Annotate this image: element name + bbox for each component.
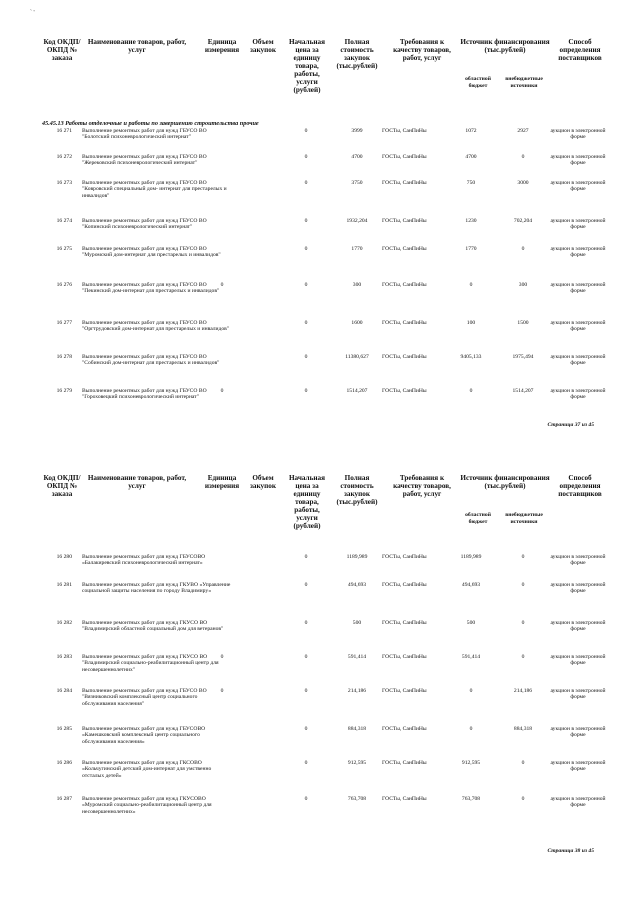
row-extrabudget: 0 xyxy=(521,246,525,252)
row-total: 912,595 xyxy=(347,760,367,766)
row-name: Выполнение ремонтных работ для нужд ГБУСО ВО "Собинский дом-интернат для престарелых и инвалидов" xyxy=(82,354,220,367)
col-volume-header: Объем закупок xyxy=(250,474,276,490)
row-regional: 912,595 xyxy=(461,760,481,766)
row-name: Выполнение ремонтных работ для нужд ГБУСО ВО "Ковровский специальный дом- интернат для престарелых и инвалидов" xyxy=(82,180,227,199)
page-number: Страница 38 из 45 xyxy=(547,848,594,854)
row-code: 16 278 xyxy=(56,354,72,360)
row-method: аукцион в электронной форме xyxy=(550,154,606,167)
row-total: 4700 xyxy=(351,154,363,160)
row-requirements: ГОСТы, СанПиНы xyxy=(382,796,427,802)
row-price: 0 xyxy=(304,654,308,660)
row-code: 16 273 xyxy=(56,180,72,186)
row-regional: 4700 xyxy=(465,154,477,160)
row-extrabudget: 214,186 xyxy=(513,688,533,694)
row-total: 1770 xyxy=(351,246,363,252)
col-name-header: Наименование товаров, работ, услуг xyxy=(87,474,187,490)
row-regional: 494,693 xyxy=(461,582,481,588)
row-requirements: ГОСТы, СанПиНы xyxy=(382,582,427,588)
row-extrabudget: 0 xyxy=(521,154,525,160)
row-method: аукцион в электронной форме xyxy=(550,654,606,667)
row-method: аукцион в электронной форме xyxy=(550,128,606,141)
row-unit: 0 xyxy=(220,282,224,288)
row-total: 494,693 xyxy=(347,582,367,588)
row-extrabudget: 0 xyxy=(521,582,525,588)
row-code: 16 279 xyxy=(56,388,72,394)
row-extrabudget: 884,318 xyxy=(513,726,533,732)
row-code: 16 277 xyxy=(56,320,72,326)
col-code-header: Код ОКДП/ ОКПД № заказа xyxy=(43,474,81,498)
col-total-header: Полная стоимость закупок (тыс.рублей) xyxy=(336,474,378,506)
row-extrabudget: 2927 xyxy=(517,128,529,134)
row-extrabudget: 1975,494 xyxy=(512,354,534,360)
row-regional: 763,708 xyxy=(461,796,481,802)
row-code: 16 282 xyxy=(56,620,72,626)
row-regional: 9405,133 xyxy=(460,354,482,360)
col-price-header: Начальная цена за единицу товара, работы, услуги (рублей) xyxy=(288,38,326,94)
row-price: 0 xyxy=(304,582,308,588)
row-total: 763,708 xyxy=(347,796,367,802)
row-total: 500 xyxy=(352,620,362,626)
row-extrabudget: 1514,207 xyxy=(512,388,534,394)
row-requirements: ГОСТы, СанПиНы xyxy=(382,320,427,326)
row-requirements: ГОСТы, СанПиНы xyxy=(382,180,427,186)
row-regional: 1072 xyxy=(465,128,477,134)
row-total: 1514,207 xyxy=(346,388,368,394)
col-volume-header: Объем закупок xyxy=(250,38,276,54)
row-name: Выполнение ремонтных работ для нужд ГБУСО ВО "Болотский психоневрологический интернат" xyxy=(82,128,207,141)
col-extra-header: внебюджетные источники xyxy=(505,76,543,89)
row-name: Выполнение ремонтных работ для нужд ГБУСОВО «Камешковский комплексный центр социального обслуживания населения» xyxy=(82,726,206,745)
row-price: 0 xyxy=(304,796,308,802)
row-requirements: ГОСТы, СанПиНы xyxy=(382,246,427,252)
col-name-header: Наименование товаров, работ, услуг xyxy=(87,38,187,54)
row-method: аукцион в электронной форме xyxy=(550,760,606,773)
col-source-header: Источник финансирования (тыс.рублей) xyxy=(460,474,550,490)
col-unit-header: Единица измерения xyxy=(204,38,240,54)
row-requirements: ГОСТы, СанПиНы xyxy=(382,282,427,288)
row-code: 16 274 xyxy=(56,218,72,224)
row-name: Выполнение ремонтных работ для нужд ГБУСО ВО "Гороховецкий психоневрологический интернат" xyxy=(82,388,207,401)
row-method: аукцион в электронной форме xyxy=(550,582,606,595)
row-requirements: ГОСТы, СанПиНы xyxy=(382,218,427,224)
row-total: 1189,989 xyxy=(346,554,368,560)
row-price: 0 xyxy=(304,180,308,186)
row-requirements: ГОСТы, СанПиНы xyxy=(382,688,427,694)
row-regional: 0 xyxy=(469,726,473,732)
row-requirements: ГОСТы, СанПиНы xyxy=(382,354,427,360)
row-code: 16 276 xyxy=(56,282,72,288)
row-method: аукцион в электронной форме xyxy=(550,796,606,809)
row-method: аукцион в электронной форме xyxy=(550,246,606,259)
row-code: 16 275 xyxy=(56,246,72,252)
col-source-header: Источник финансирования (тыс.рублей) xyxy=(460,38,550,54)
row-name: Выполнение ремонтных работ для нужд ГКУСО ВО "Владимирский социально-реабилитационный центр для несовершеннолетних" xyxy=(82,654,219,673)
section-code: 45.45.13 xyxy=(42,120,64,127)
row-requirements: ГОСТы, СанПиНы xyxy=(382,154,427,160)
row-method: аукцион в электронной форме xyxy=(550,688,606,701)
col-regional-header: областной бюджет xyxy=(465,76,491,89)
row-price: 0 xyxy=(304,128,308,134)
row-name: Выполнение ремонтных работ для нужд ГБУСО ВО "Оргтрудовский дом-интернат для престарелых и инвалидов" xyxy=(82,320,230,333)
row-regional: 100 xyxy=(466,320,476,326)
row-price: 0 xyxy=(304,320,308,326)
row-code: 16 287 xyxy=(56,796,72,802)
row-total: 3750 xyxy=(351,180,363,186)
row-requirements: ГОСТы, СанПиНы xyxy=(382,554,427,560)
row-regional: 1230 xyxy=(465,218,477,224)
row-name: Выполнение ремонтных работ для нужд ГБУСОВО «Балакиревский психоневрологический интернат» xyxy=(82,554,206,567)
row-total: 214,186 xyxy=(347,688,367,694)
row-price: 0 xyxy=(304,388,308,394)
row-total: 1600 xyxy=(351,320,363,326)
row-name: Выполнение ремонтных работ для нужд ГКУСО ВО "Владимирский областной социальный дом для ветеранов" xyxy=(82,620,224,633)
col-code-header: Код ОКДП/ ОКПД № заказа xyxy=(43,38,81,62)
row-code: 16 284 xyxy=(56,688,72,694)
row-code: 16 285 xyxy=(56,726,72,732)
row-method: аукцион в электронной форме xyxy=(550,388,606,401)
row-method: аукцион в электронной форме xyxy=(550,554,606,567)
row-name: Выполнение ремонтных работ для нужд ГБУСО ВО "Жерековский психоневрологический интернат" xyxy=(82,154,207,167)
row-price: 0 xyxy=(304,218,308,224)
section-name: Работы отделочные и работы по завершению строительства прочие xyxy=(65,120,259,127)
row-requirements: ГОСТы, СанПиНы xyxy=(382,760,427,766)
row-code: 16 286 xyxy=(56,760,72,766)
col-total-header: Полная стоимость закупок (тыс.рублей) xyxy=(336,38,378,70)
row-price: 0 xyxy=(304,726,308,732)
row-price: 0 xyxy=(304,760,308,766)
row-name: Выполнение ремонтных работ для нужд ГКСОВО «Кольчугинский детский дом-интернат для умственно отсталых детей» xyxy=(82,760,212,779)
row-extrabudget: 3000 xyxy=(517,180,529,186)
row-code: 16 272 xyxy=(56,154,72,160)
row-requirements: ГОСТы, СанПиНы xyxy=(382,726,427,732)
row-code: 16 283 xyxy=(56,654,72,660)
row-extrabudget: 702,204 xyxy=(513,218,533,224)
row-extrabudget: 0 xyxy=(521,760,525,766)
row-extrabudget: 0 xyxy=(521,554,525,560)
row-method: аукцион в электронной форме xyxy=(550,282,606,295)
row-name: Выполнение ремонтных работ для нужд ГБУСО ВО "Пекинский дом-интернат для престарелых и инвалидов" xyxy=(82,282,220,295)
row-regional: 0 xyxy=(469,388,473,394)
row-total: 884,318 xyxy=(347,726,367,732)
row-unit: 0 xyxy=(220,688,224,694)
row-code: 16 280 xyxy=(56,554,72,560)
row-price: 0 xyxy=(304,620,308,626)
row-requirements: ГОСТы, СанПиНы xyxy=(382,128,427,134)
row-price: 0 xyxy=(304,554,308,560)
row-requirements: ГОСТы, СанПиНы xyxy=(382,388,427,394)
row-price: 0 xyxy=(304,354,308,360)
col-price-header: Начальная цена за единицу товара, работы, услуги (рублей) xyxy=(288,474,326,530)
col-regional-header: областной бюджет xyxy=(465,512,491,525)
row-regional: 750 xyxy=(466,180,476,186)
row-name: Выполнение ремонтных работ для нужд ГБУСО ВО "Вязниковский комплексный центр социального обслуживания населения" xyxy=(82,688,207,707)
col-method-header: Способ определения поставщиков xyxy=(558,38,602,62)
row-price: 0 xyxy=(304,154,308,160)
row-extrabudget: 0 xyxy=(521,620,525,626)
table-header xyxy=(42,38,606,118)
row-method: аукцион в электронной форме xyxy=(550,354,606,367)
row-name: Выполнение ремонтных работ для нужд ГБУСО ВО "Копинский психоневрологический интернат" xyxy=(82,218,207,231)
table-header xyxy=(42,474,606,554)
row-price: 0 xyxy=(304,282,308,288)
row-requirements: ГОСТы, СанПиНы xyxy=(382,620,427,626)
row-total: 11380,627 xyxy=(345,354,369,360)
row-extrabudget: 0 xyxy=(521,796,525,802)
row-name: Выполнение ремонтных работ для нужд ГКУСОВО «Муромский социально-реабилитационный центр для несовершеннолетних» xyxy=(82,796,212,815)
row-requirements: ГОСТы, СанПиНы xyxy=(382,654,427,660)
col-unit-header: Единица измерения xyxy=(204,474,240,490)
row-unit: 0 xyxy=(220,388,224,394)
row-extrabudget: 1500 xyxy=(517,320,529,326)
row-regional: 500 xyxy=(466,620,476,626)
row-total: 3999 xyxy=(351,128,363,134)
row-name: Выполнение ремонтных работ для нужд ГКУВО «Управление социальной защиты населения по городу Владимиру» xyxy=(82,582,231,595)
row-unit: 0 xyxy=(220,654,224,660)
row-regional: 1189,989 xyxy=(460,554,482,560)
row-regional: 0 xyxy=(469,688,473,694)
col-method-header: Способ определения поставщиков xyxy=(558,474,602,498)
row-code: 16 281 xyxy=(56,582,72,588)
col-req-header: Требования к качеству товаров, работ, услуг xyxy=(393,474,451,498)
row-extrabudget: 300 xyxy=(518,282,528,288)
row-method: аукцион в электронной форме xyxy=(550,218,606,231)
row-price: 0 xyxy=(304,688,308,694)
row-extrabudget: 0 xyxy=(521,654,525,660)
page-number: Страница 37 из 45 xyxy=(547,422,594,428)
col-req-header: Требования к качеству товаров, работ, услуг xyxy=(393,38,451,62)
section-title xyxy=(42,120,606,127)
row-price: 0 xyxy=(304,246,308,252)
row-regional: 1770 xyxy=(465,246,477,252)
row-code: 16 271 xyxy=(56,128,72,134)
row-name: Выполнение ремонтных работ для нужд ГБУСО ВО "Муромский дом-интернат для престарелых и инвалидов" xyxy=(82,246,221,259)
row-regional: 0 xyxy=(469,282,473,288)
row-total: 300 xyxy=(352,282,362,288)
row-total: 1932,204 xyxy=(346,218,368,224)
row-method: аукцион в электронной форме xyxy=(550,726,606,739)
row-regional: 591,414 xyxy=(461,654,481,660)
col-extra-header: внебюджетные источники xyxy=(505,512,543,525)
row-method: аукцион в электронной форме xyxy=(550,620,606,633)
row-total: 591,414 xyxy=(347,654,367,660)
scan-mark: ` ' xyxy=(30,10,35,16)
row-method: аукцион в электронной форме xyxy=(550,320,606,333)
row-method: аукцион в электронной форме xyxy=(550,180,606,193)
